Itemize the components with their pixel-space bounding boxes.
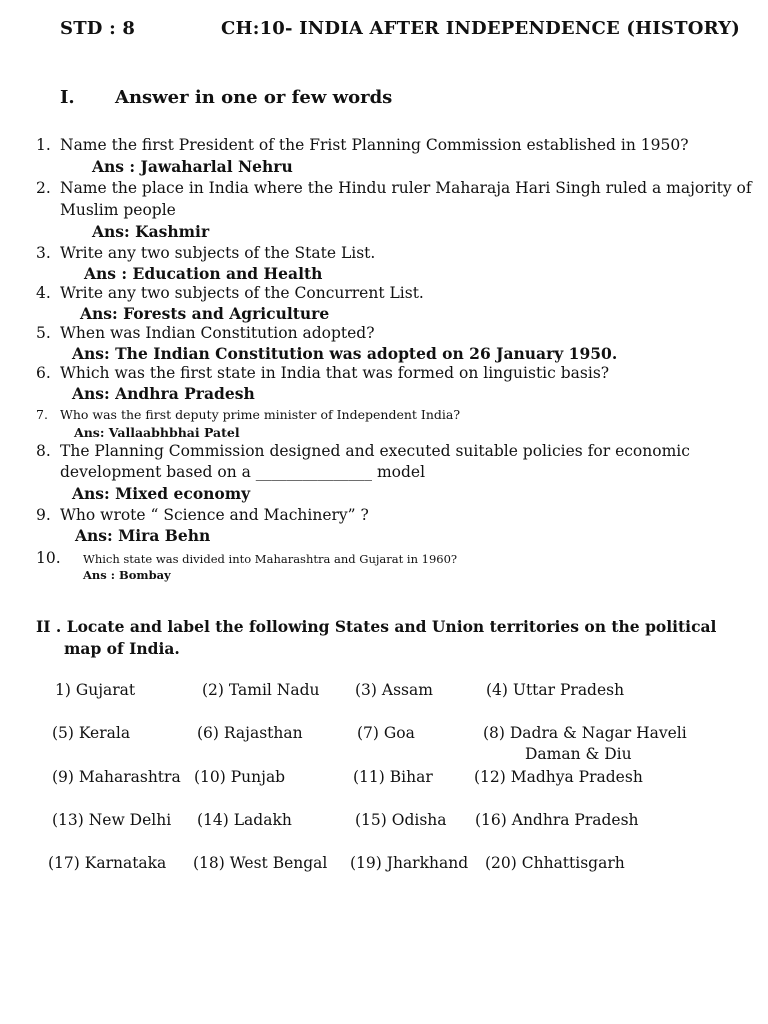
question-number: 5. [36,324,51,342]
section-1-number: I. [60,87,75,108]
answer-text: Ans : Bombay [83,568,171,582]
question-text: Who wrote “ Science and Machinery” ? [60,506,369,524]
question-text: Who was the first deputy prime minister of Independent India? [60,407,461,422]
question-number: 1. [36,136,51,154]
map-item: (5) Kerala [52,724,131,742]
question-number: 2. [36,179,51,197]
map-item: (4) Uttar Pradesh [486,681,625,699]
question-number: 9. [36,506,51,524]
map-item: (13) New Delhi [52,811,172,829]
answer-text: Ans: Mixed economy [72,484,251,503]
answer-text: Ans: The Indian Constitution was adopted on 26 January 1950. [72,344,618,363]
answer-text: Ans: Andhra Pradesh [72,384,255,403]
question-number: 8. [36,442,51,460]
question-number: 10. [36,549,61,567]
section-1-title: Answer in one or few words [115,87,393,108]
map-item: (19) Jharkhand [350,854,469,872]
answer-text: Ans : Education and Health [84,264,323,283]
answer-text: Ans : Jawaharlal Nehru [92,157,293,176]
standard-label: STD : 8 [60,18,136,39]
map-item: (14) Ladakh [197,811,292,829]
question-text: Which was the first state in India that was formed on linguistic basis? [60,364,610,382]
question-text-continued: Muslim people [60,201,176,219]
question-number: 4. [36,284,51,302]
question-text: Write any two subjects of the Concurrent List. [60,284,424,302]
question-text-continued: development based on a _______________ model [60,463,426,481]
section-2-title-continued: map of India. [64,639,180,658]
answer-text: Ans: Kashmir [92,222,210,241]
map-item: (15) Odisha [355,811,447,829]
map-item: (12) Madhya Pradesh [474,768,643,786]
section-2-title: II . Locate and label the following States and Union territories on the political [36,617,717,636]
question-text: When was Indian Constitution adopted? [60,324,375,342]
question-number: 7. [36,407,48,422]
map-item: 1) Gujarat [55,681,136,699]
map-item: (20) Chhattisgarh [485,854,625,872]
question-text: Name the place in India where the Hindu ruler Maharaja Hari Singh ruled a majority of [60,179,752,197]
map-item: (10) Punjab [194,768,286,786]
map-item: (6) Rajasthan [197,724,303,742]
question-text: Write any two subjects of the State List. [60,244,376,262]
question-text: Which state was divided into Maharashtra and Gujarat in 1960? [83,552,458,566]
map-item-continued: Daman & Diu [525,745,632,763]
map-item: (16) Andhra Pradesh [475,811,639,829]
answer-text: Ans: Vallaabhbhai Patel [74,425,240,440]
map-item: (9) Maharashtra [52,768,181,786]
chapter-title: CH:10- INDIA AFTER INDEPENDENCE (HISTORY) [221,18,740,39]
map-item: (3) Assam [355,681,433,699]
map-item: (2) Tamil Nadu [202,681,320,699]
question-text: Name the first President of the Frist Planning Commission established in 1950? [60,136,689,154]
question-number: 6. [36,364,51,382]
answer-text: Ans: Mira Behn [75,526,211,545]
answer-text: Ans: Forests and Agriculture [80,304,330,323]
map-item: (8) Dadra & Nagar Haveli [483,724,687,742]
map-item: (7) Goa [357,724,415,742]
map-item: (11) Bihar [353,768,433,786]
map-item: (18) West Bengal [193,854,328,872]
question-text: The Planning Commission designed and executed suitable policies for economic [60,442,690,460]
question-number: 3. [36,244,51,262]
map-item: (17) Karnataka [48,854,167,872]
